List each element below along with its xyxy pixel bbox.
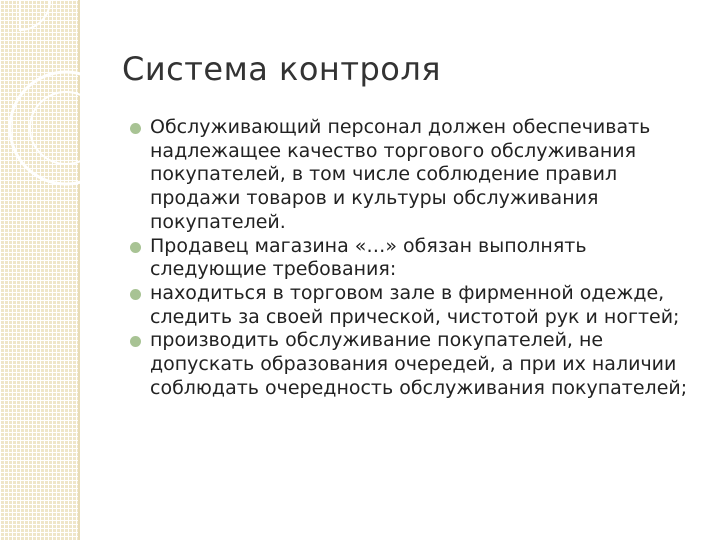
decorative-arc-top [20, 0, 50, 30]
bullet-item [130, 235, 705, 282]
decorative-circles [0, 0, 130, 260]
decorative-ring-outer [10, 72, 122, 184]
bullet-item [130, 282, 705, 329]
bullet-dot-icon [130, 123, 141, 134]
bullet-text: Обслуживающий персонал должен обеспечивать надлежащее качество торгового обслуживания покупателей, в том числе соблюдение правил продажи товаров и культуры обслуживания покупателей. [150, 116, 651, 233]
bullet-text: находиться в торговом зале в фирменной одежде, следить за своей прической, чистотой рук и ногтей; [150, 281, 680, 328]
slide-title: Система контроля [122, 50, 442, 88]
bullet-item [130, 329, 705, 400]
bullet-list [130, 116, 705, 400]
bullet-dot-icon [130, 289, 141, 300]
bullet-dot-icon [130, 242, 141, 253]
bullet-item [130, 116, 705, 235]
bullet-text: Продавец магазина «…» обязан выполнять следующие требования: [150, 234, 587, 281]
decorative-ring-inner [30, 92, 102, 164]
bullet-dot-icon [130, 336, 141, 347]
bullet-text: производить обслуживание покупателей, не допускать образования очередей, а при их наличии соблюдать очередность обслуживания покупателей; [150, 329, 688, 399]
